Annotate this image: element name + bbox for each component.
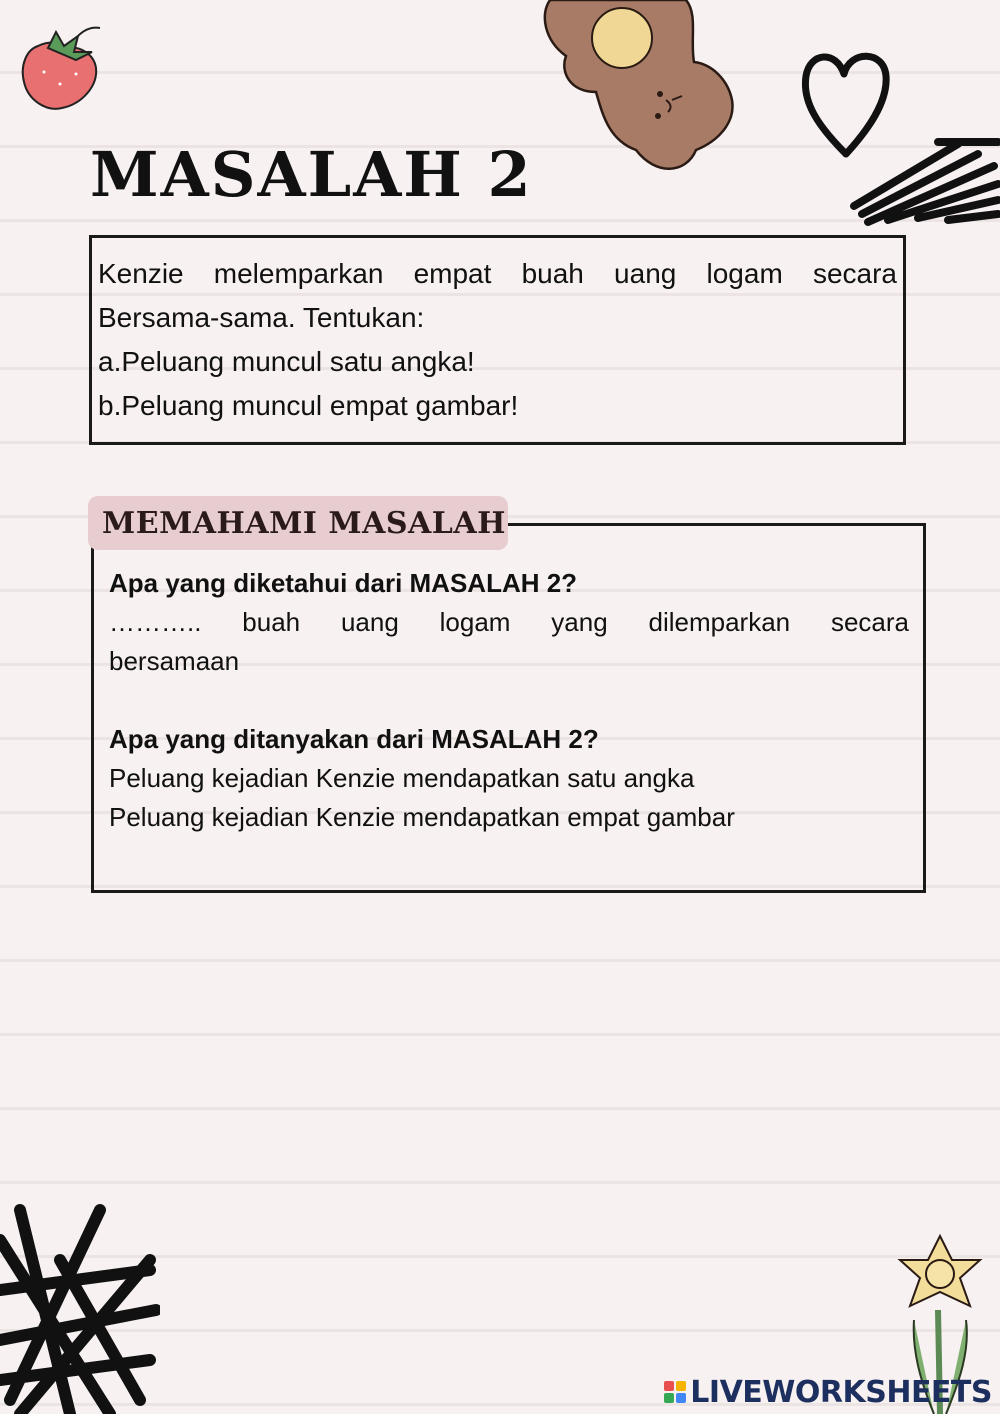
- known-answer-line-1: ……….. buah uang logam yang dilemparkan secara: [109, 607, 909, 637]
- understanding-box: [91, 523, 926, 893]
- liveworksheets-logo-icon: [664, 1381, 686, 1403]
- bear-icon: [536, 0, 746, 180]
- problem-statement-box: [89, 235, 906, 445]
- known-answer-line-2: bersamaan: [109, 646, 240, 676]
- scribble-icon: [848, 134, 1000, 226]
- problem-item-a: a.Peluang muncul satu angka!: [98, 346, 475, 377]
- crosshatch-icon: [0, 1200, 160, 1414]
- liveworksheets-brand-text: LIVEWORKSHEETS: [690, 1374, 992, 1410]
- problem-line-1: Kenzie melemparkan empat buah uang logam secara: [98, 258, 897, 289]
- spacer: [109, 681, 909, 720]
- asked-answer-line-2: Peluang kejadian Kenzie mendapatkan empat gambar: [109, 802, 735, 832]
- problem-line-2: Bersama-sama. Tentukan:: [98, 302, 425, 333]
- section-heading-tab: MEMAHAMI MASALAH: [88, 496, 508, 550]
- asked-question: Apa yang ditanyakan dari MASALAH 2?: [109, 724, 599, 754]
- liveworksheets-logo[interactable]: [664, 1374, 992, 1410]
- strawberry-icon: [18, 22, 108, 114]
- problem-item-b: b.Peluang muncul empat gambar!: [98, 390, 519, 421]
- page-title: MASALAH 2: [90, 138, 533, 211]
- known-question: Apa yang diketahui dari MASALAH 2?: [109, 568, 578, 598]
- asked-answer-line-1: Peluang kejadian Kenzie mendapatkan satu angka: [109, 763, 695, 793]
